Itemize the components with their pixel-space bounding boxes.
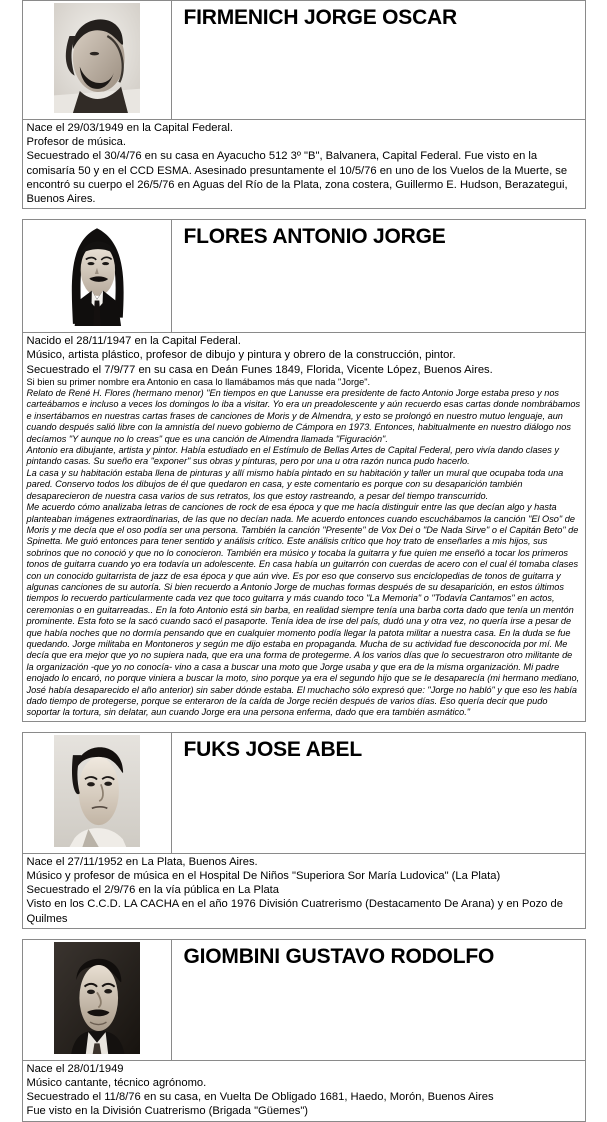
person-detail-line: Secuestrado el 30/4/76 en su casa en Ayacucho 512 3º "B", Balvanera, Capital Federal. Fue visto en la comisaría 50 y en el CCD ESMA. Asesinado presuntamente el 10/5/76 en uno de los Vuelos de la Muerte, se encontró su cuerpo el 26/5/76 en Aguas del Río de la Plata, zona costera, Guillermo E. Hudson, Berazategui, Buenos Aires. [26, 150, 568, 206]
portrait-photo-giombini [54, 942, 140, 1054]
person-body-cell [22, 853, 585, 928]
person-detail-line: Músico, artista plástico, profesor de dibujo y pintura y obrero de la construcción, pintor. [26, 349, 456, 362]
person-name: FIRMENICH JORGE OSCAR [183, 6, 457, 29]
person-name: FLORES ANTONIO JORGE [183, 225, 446, 249]
person-entry [22, 732, 586, 929]
person-detail-line: La casa y su habitación estaba llena de pinturas y allí mismo había pintado en su habitación y taller un mural que ocupaba toda una pared. Conservo todos los dibujos de él que quedaron en casa, y este comentario es porque con su desaparición también desaparecieron de nuestra casa varios de sus retratos, los que estoy rastreando, a pesar del tiempo transcurrido. [26, 467, 564, 501]
person-detail-line: Si bien su primer nombre era Antonio en casa lo llamábamos más que nada "Jorge". [26, 376, 371, 387]
person-detail-line: Nace el 28/01/1949 [26, 1062, 124, 1075]
person-header-row [22, 220, 585, 333]
person-body-row [22, 1060, 585, 1121]
person-body-cell [22, 120, 585, 209]
person-entry [22, 219, 586, 722]
name-cell [171, 939, 585, 1060]
person-detail-line: Visto en los C.C.D. LA CACHA en el año 1976 División Cuatrerismo (Destacamento De Arana) y en Pozo de Quilmes [26, 898, 563, 925]
person-detail-line: Músico cantante, técnico agrónomo. [26, 1077, 207, 1090]
person-entry [22, 0, 586, 209]
person-detail-line: Nacido el 28/11/1947 en la Capital Federal. [26, 335, 241, 348]
person-entry-table [22, 219, 586, 722]
person-detail-line: Secuestrado el 11/8/76 en su casa, en Vuelta De Obligado 1681, Haedo, Morón, Buenos Aires [26, 1091, 494, 1104]
name-cell [171, 220, 585, 333]
person-body-cell [22, 1060, 585, 1121]
name-cell [171, 1, 585, 120]
photo-cell [22, 939, 171, 1060]
photo-cell [22, 732, 171, 853]
portrait-photo-fuks [54, 735, 140, 847]
person-detail-line: Nace el 29/03/1949 en la Capital Federal. [26, 122, 233, 134]
person-entry-table [22, 939, 586, 1122]
person-detail-line: Secuestrado el 2/9/76 en la vía pública en La Plata [26, 884, 280, 897]
person-header-row [22, 1, 585, 120]
person-detail-line: Antonio era dibujante, artista y pintor. Había estudiado en el Estímulo de Bellas Artes de Capital Federal, pero vivía dando clases y pintando casas. Su sueño era "exponer" sus obras y pinturas, pero por una u otra razón nunca pudo hacerlo. [26, 445, 559, 467]
photo-cell [22, 220, 171, 333]
person-detail-line: Profesor de música. [26, 136, 126, 149]
person-body-cell [22, 333, 585, 722]
person-name: GIOMBINI GUSTAVO RODOLFO [183, 944, 495, 968]
person-body-row [22, 853, 585, 928]
person-detail-line: Fue visto en la División Cuatrerismo (Brigada "Güemes") [26, 1105, 309, 1118]
person-detail-line: Me acuerdo cómo analizaba letras de canciones de rock de esa época y que me hacía distinguir entre las que decían algo y hasta planteaban imágenes extraordinarias, de las que no decían nada. Me acuerdo entonces cuando escuchábamos la canción "El Oso" de Moris y me decía que el oso podía ser una persona. También la canción "Presente" de Vox Dei o "De Nada Sirve" o el Capitán Beto" de Spinetta. Me guió entonces para tener sentido y análisis crítico. Este análisis crítico que hoy trato de enseñarles a mis hijos, sus sobrinos que no conoció y que no lo conocieron. También era músico y tocaba la guitarra y fue quien me enseñó a tocar los primeros tonos de guitarra cuando yo era todavía un adolescente. En casa había un guitarrón con cuerdas de acero con el cual él tomaba clases con un conocido guitarrista de jazz de esa época y que aún vive. Es por eso que conservo sus enciclopedias de tonos de guitarra y algunas canciones de su autoría. Si bien recuerdo a Antonio Jorge de muchas formas después de su desaparición, en estos últimos tiempos lo recuerdo particularmente cada vez que toco guitarra y más cuando toco "La Memoria" o "Todavía Cantamos" en actos, ceremonias o en guitarreadas.. En la foto Antonio está sin barba, en realidad siempre tenía una barba corta dado que tenía un mentón prominente. Esta foto se la sacó cuando sacó el pasaporte. Tenía idea de irse del país, dudó una y otra vez, no quería irse a pesar de que había noches que no dormía pensando que en cualquier momento podía llegar la patota militar a nuestra casa. En la duda se fue quedando. Jorge militaba en Montoneros y según me dijo estaba en propaganda. Mucha de su actividad fue desconocida por mí. Me decía que era mejor que yo no supiera nada, que era una forma de protegerme. A los varios días que lo secuestraron otro militante de la organización -que yo no conocía- vino a casa a buscar una moto que Jorge usaba y que era de la misma organización. Mi padre enojado lo encaró, no porque viniera a buscar la moto, sino porque ya era el segundo hijo que se le desaparecía (mi hermano mediano, José había desaparecido el año anterior) sin saber dónde estaba. El muchacho sólo expresó que: "Jorge no habló" y que eso les había dado tiempo de protegerse, porque se enteraron de la caída de Jorge recién después de varios días. Eso quería decir que pudo soportar la tortura, sin delatar, aun cuando Jorge era una persona enferma, dado que era también asmático." [26, 502, 580, 718]
person-header-row [22, 732, 585, 853]
person-body-row [22, 333, 585, 722]
person-detail-line: Relato de René H. Flores (hermano menor) "En tiempos en que Lanusse era presidente de facto Antonio Jorge estaba preso y nos carteábamos e incluso a veces los domingos lo iba a visitar. Yo era un preadolescente y aún recuerdo esas cartas donde nombrábamos e insertábamos en nuestras cartas frases de canciones de Moris y de Almendra, y esto se prolongó en nuestro mutuo lenguaje, aun cuando después salió libre con la amnistía del nuevo gobierno de Cámpora en 1973. Entonces, habitualmente en nuestro diálogo nos decíamos "Y aunque no lo creas" que es una canción de Almendra llamada "Figuración". [26, 388, 581, 444]
person-detail-line: Músico y profesor de música en el Hospital De Niños "Superiora Sor María Ludovica" (La Plata) [26, 870, 501, 883]
person-entry-table [22, 0, 586, 209]
name-cell [171, 732, 585, 853]
portrait-photo-flores [54, 222, 140, 326]
person-body-row [22, 120, 585, 209]
photo-cell [22, 1, 171, 120]
person-entry [22, 939, 586, 1122]
portrait-photo-firmenich [54, 3, 140, 113]
person-detail-line: Nace el 27/11/1952 en La Plata, Buenos Aires. [26, 855, 258, 868]
person-name: FUKS JOSE ABEL [183, 737, 362, 761]
person-header-row [22, 939, 585, 1060]
person-detail-line: Secuestrado el 7/9/77 en su casa en Deán Funes 1849, Florida, Vicente López, Buenos Aires. [26, 363, 493, 376]
person-entry-table [22, 732, 586, 929]
